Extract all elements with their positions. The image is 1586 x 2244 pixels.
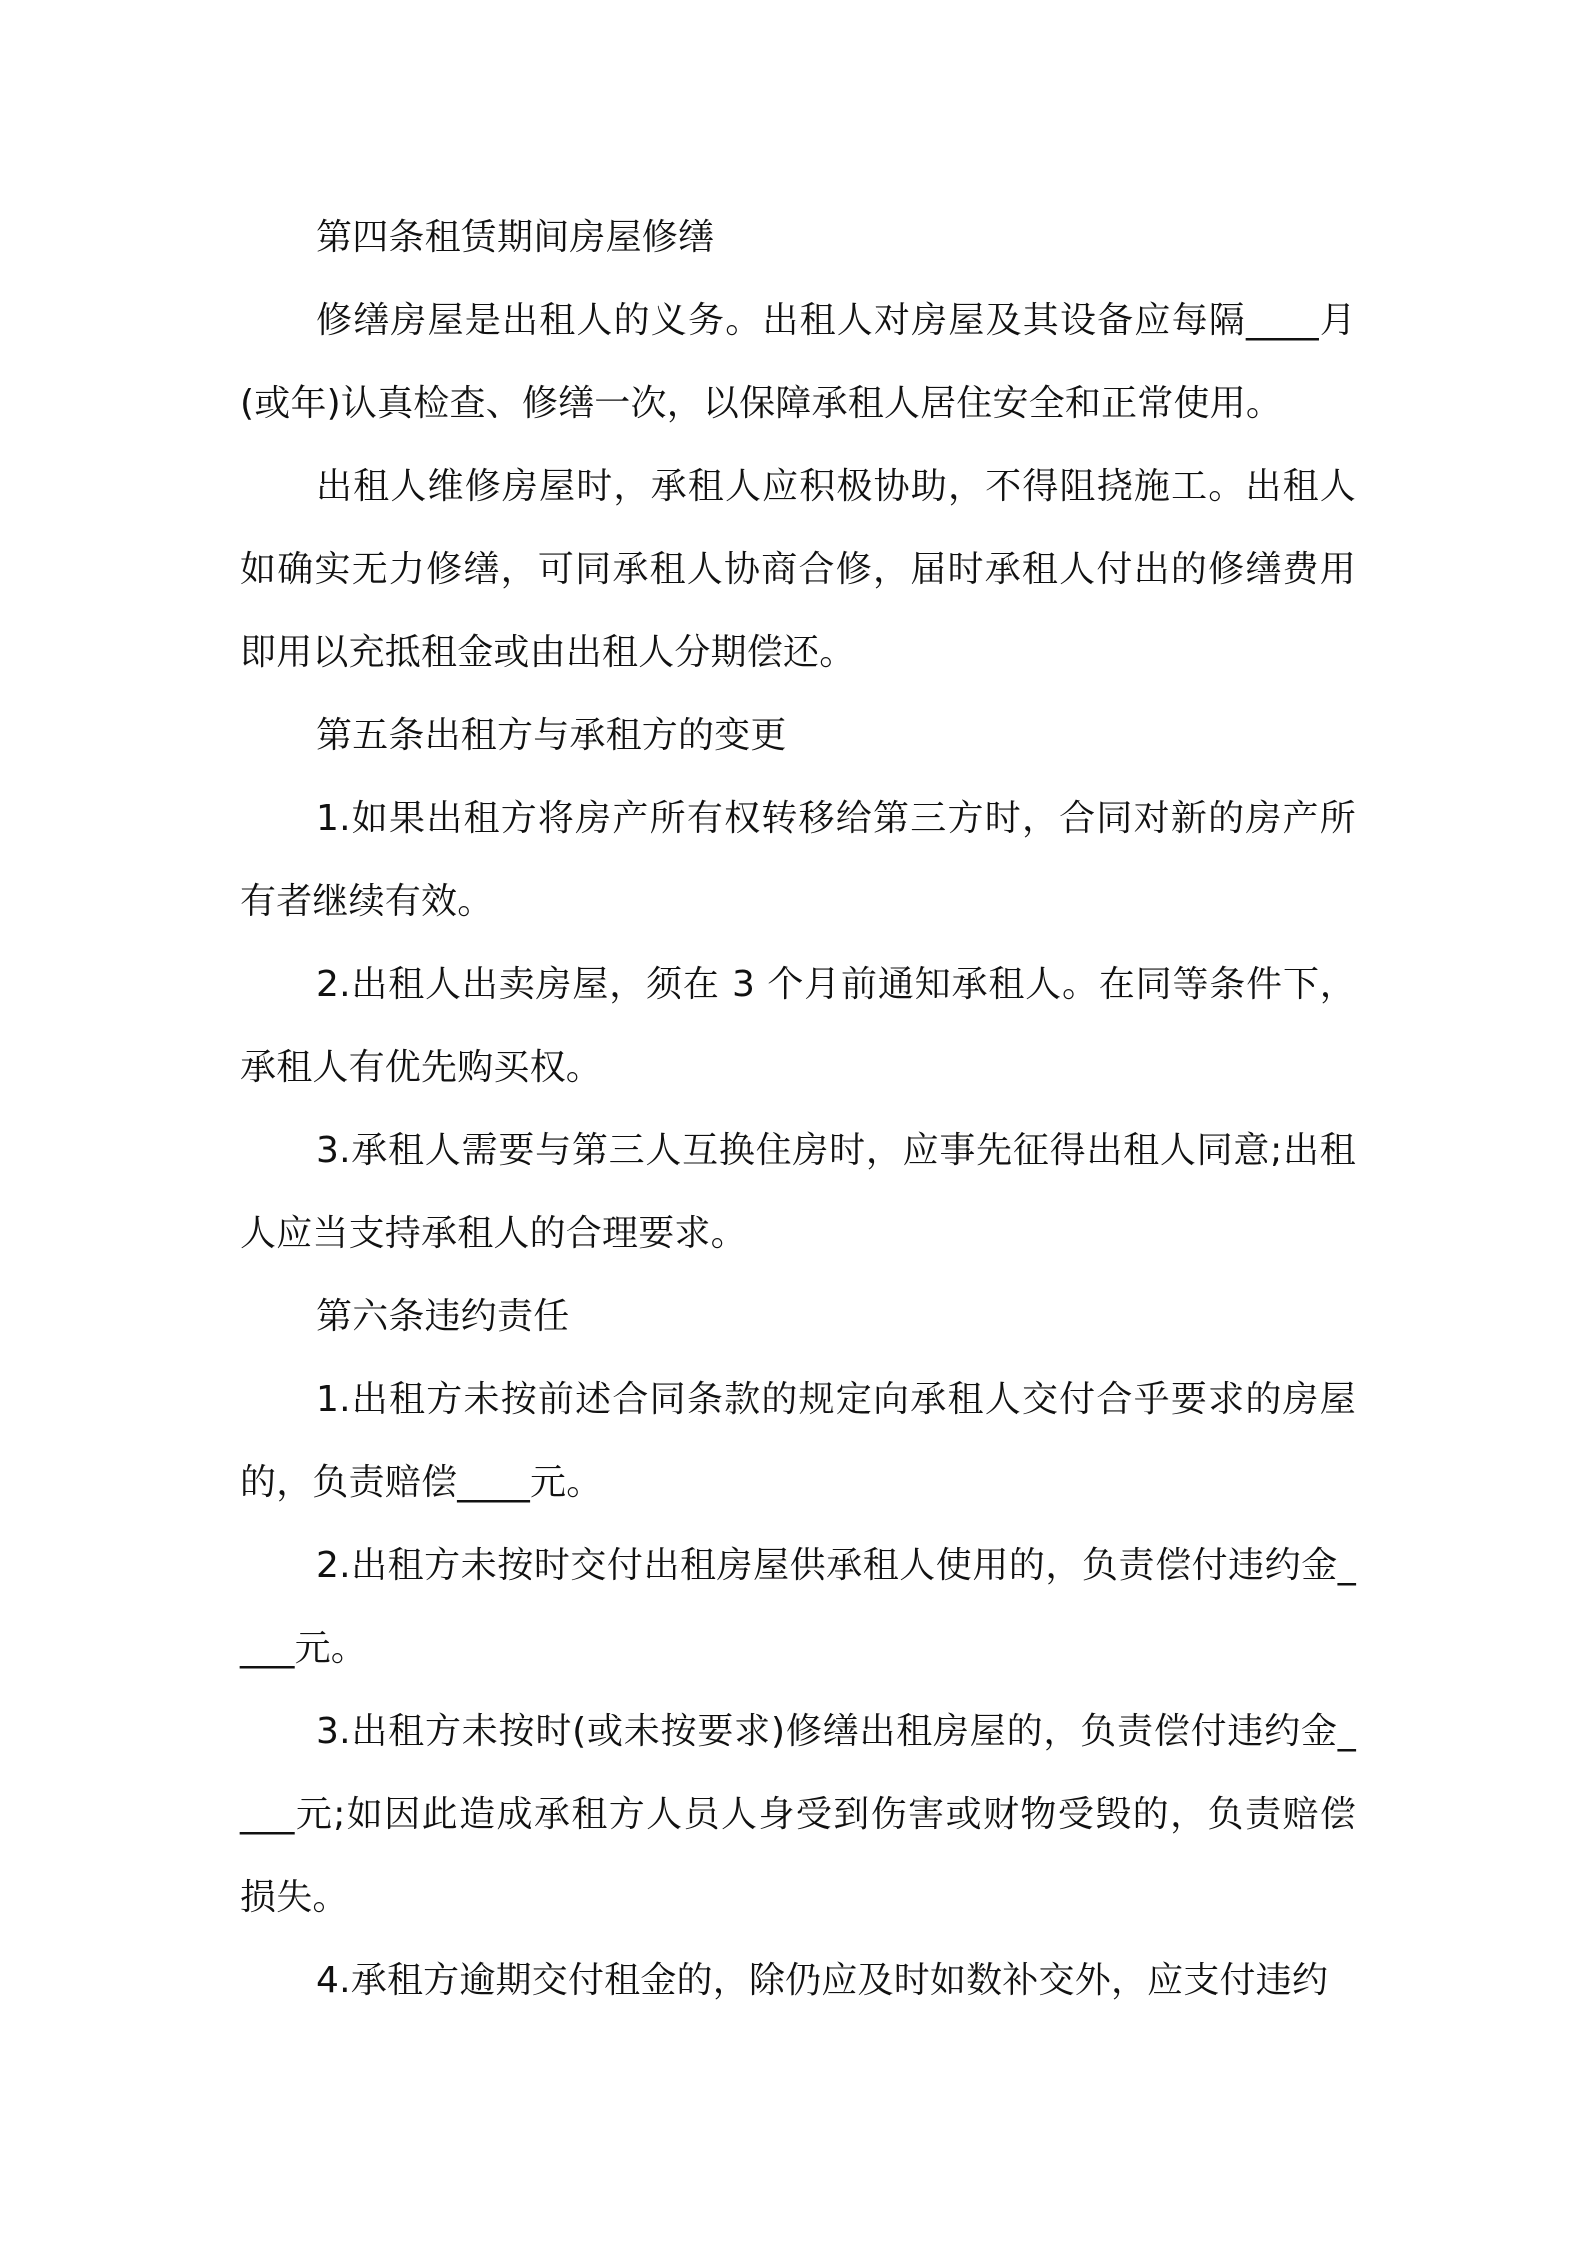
article-4-paragraph-1: 修缮房屋是出租人的义务。出租人对房屋及其设备应每隔____月(或年)认真检查、修缮一次，以保障承租人居住安全和正常使用。 — [240, 300, 1356, 424]
article-5-item-2: 2.出租人出卖房屋，须在 3 个月前通知承租人。在同等条件下，承租人有优先购买权。 — [240, 964, 1356, 1088]
article-5-item-1: 1.如果出租方将房产所有权转移给第三方时，合同对新的房产所有者继续有效。 — [240, 798, 1356, 922]
article-6-item-1: 1.出租方未按前述合同条款的规定向承租人交付合乎要求的房屋的，负责赔偿____元。 — [240, 1379, 1356, 1503]
article-6-heading: 第六条违约责任 — [316, 1296, 570, 1337]
article-6-item-4: 4.承租方逾期交付租金的，除仍应及时如数补交外，应支付违约 — [316, 1960, 1329, 2001]
document-body — [240, 196, 1356, 2022]
article-6-item-2: 2.出租方未按时交付出租房屋供承租人使用的，负责偿付违约金____元。 — [240, 1545, 1356, 1669]
article-5-item-3: 3.承租人需要与第三人互换住房时，应事先征得出租人同意;出租人应当支持承租人的合理要求。 — [240, 1130, 1356, 1254]
article-4-heading: 第四条租赁期间房屋修缮 — [316, 217, 715, 258]
article-4-paragraph-2: 出租人维修房屋时，承租人应积极协助，不得阻挠施工。出租人如确实无力修缮，可同承租人协商合修，届时承租人付出的修缮费用即用以充抵租金或由出租人分期偿还。 — [240, 466, 1356, 673]
article-5-heading: 第五条出租方与承租方的变更 — [316, 715, 787, 756]
article-6-item-3: 3.出租方未按时(或未按要求)修缮出租房屋的，负责偿付违约金____元;如因此造成承租方人员人身受到伤害或财物受毁的，负责赔偿损失。 — [240, 1711, 1356, 1918]
